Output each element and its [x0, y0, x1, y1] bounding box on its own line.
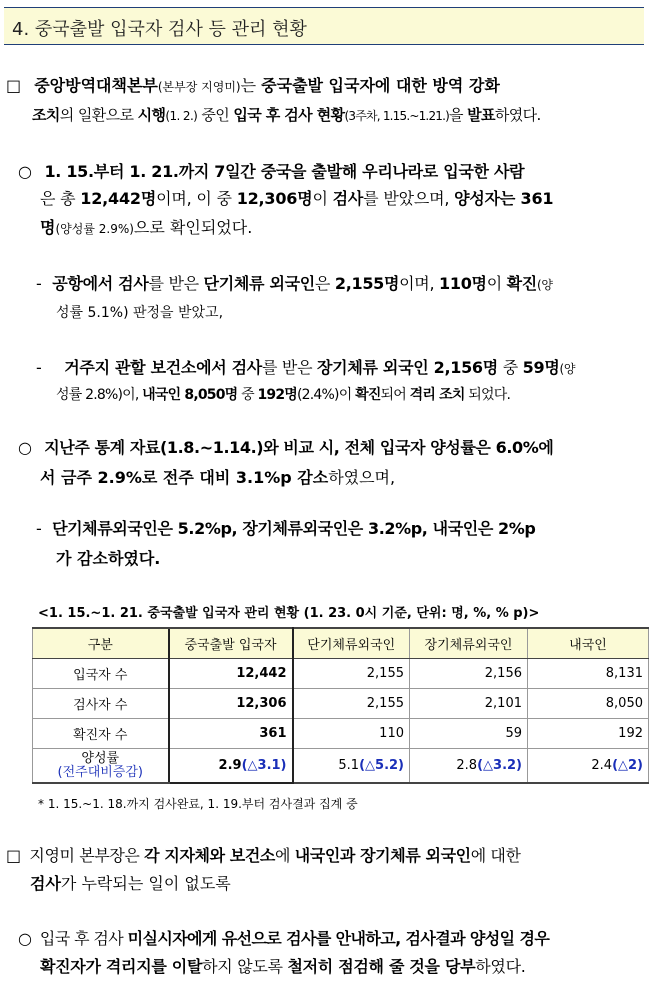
cell: 5.1(△5.2): [293, 749, 410, 784]
table-caption: <1. 15.~1. 21. 중국출발 입국자 관리 현황 (1. 23. 0시 기준, 단위: 명, %, % p)>: [38, 606, 540, 621]
cell: 2,156: [410, 659, 528, 689]
section-title-bar: [4, 7, 644, 45]
square-bullet: □: [6, 76, 22, 95]
cell: 2,155: [293, 659, 410, 689]
cell: 110: [293, 719, 410, 749]
row-label: 확진자 수: [33, 719, 169, 749]
table-row: [33, 719, 649, 749]
row-label: 입국자 수: [33, 659, 169, 689]
cell: 2.9(△3.1): [169, 749, 293, 784]
cell: 8,050: [528, 689, 649, 719]
cell: 2,101: [410, 689, 528, 719]
col-header-china-arrivals: 중국출발 입국자: [169, 628, 293, 659]
table-footnote: * 1. 15.~1. 18.까지 검사완료, 1. 19.부터 검사결과 집계 중: [38, 797, 358, 811]
cell: 2.4(△2): [528, 749, 649, 784]
dash-bullet: -: [36, 274, 42, 293]
cell: 59: [410, 719, 528, 749]
cell: 361: [169, 719, 293, 749]
cell: 12,306: [169, 689, 293, 719]
table-row: [33, 689, 649, 719]
row-label: 검사자 수: [33, 689, 169, 719]
col-header-short-term-foreigners: 단기체류외국인: [293, 628, 410, 659]
dash-bullet: -: [36, 358, 42, 377]
cell: 2,155: [293, 689, 410, 719]
table-row-positivity-rate: [33, 749, 649, 784]
circle-bullet: ○: [18, 438, 32, 457]
col-header-nationals: 내국인: [528, 628, 649, 659]
cell: 8,131: [528, 659, 649, 689]
cell: 2.8(△3.2): [410, 749, 528, 784]
section-title: 4. 중국출발 입국자 검사 등 관리 현황: [12, 19, 307, 40]
cell: 12,442: [169, 659, 293, 689]
table-header-row: [33, 628, 649, 659]
table-row: [33, 659, 649, 689]
col-header-long-term-foreigners: 장기체류외국인: [410, 628, 528, 659]
circle-bullet: ○: [18, 162, 32, 181]
cell: 192: [528, 719, 649, 749]
arrivals-management-table: [32, 627, 649, 784]
circle-bullet: ○: [18, 929, 32, 948]
row-label: 양성률 (전주대비증감): [33, 749, 169, 784]
dash-bullet: -: [36, 519, 42, 538]
col-header-category: 구분: [33, 628, 169, 659]
square-bullet: □: [6, 846, 21, 865]
